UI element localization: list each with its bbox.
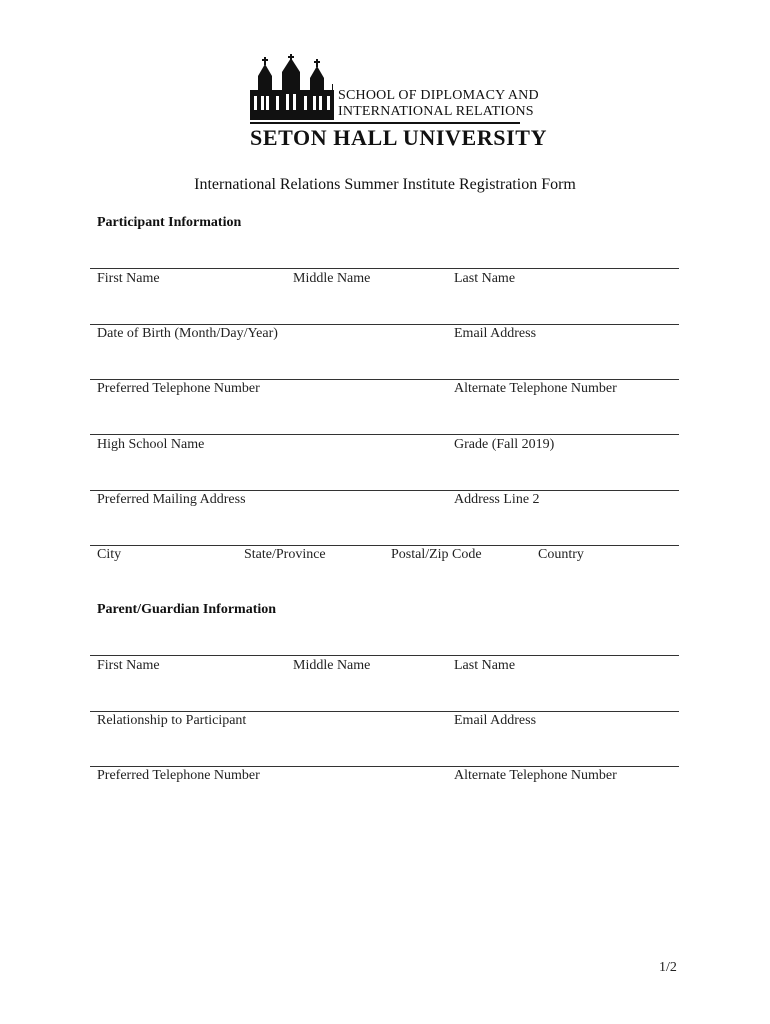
logo-school-line2: INTERNATIONAL RELATIONS (338, 104, 534, 119)
field-line[interactable] (90, 379, 679, 380)
participant-school-label: High School Name (97, 437, 205, 452)
logo-university: SETON HALL UNIVERSITY (250, 125, 548, 150)
field-line[interactable] (90, 545, 679, 546)
form-title: International Relations Summer Institute Registration Form (194, 176, 576, 193)
participant-phone-label: Preferred Telephone Number (97, 381, 260, 396)
participant-state-label: State/Province (244, 547, 326, 562)
participant-middle-name-label: Middle Name (293, 271, 371, 286)
page-number: 1/2 (659, 960, 677, 975)
logo-divider (332, 84, 333, 118)
participant-country-label: Country (538, 547, 584, 562)
participant-first-name-label: First Name (97, 271, 160, 286)
participant-address-label: Preferred Mailing Address (97, 492, 246, 507)
field-line[interactable] (90, 490, 679, 491)
participant-alt-phone-label: Alternate Telephone Number (454, 381, 617, 396)
seton-hall-logo (250, 54, 548, 150)
guardian-phone-label: Preferred Telephone Number (97, 768, 260, 783)
participant-address2-label: Address Line 2 (454, 492, 540, 507)
field-line[interactable] (90, 434, 679, 435)
guardian-relationship-label: Relationship to Participant (97, 713, 247, 728)
participant-heading: Participant Information (97, 215, 242, 230)
guardian-heading: Parent/Guardian Information (97, 602, 277, 617)
participant-zip-label: Postal/Zip Code (391, 547, 482, 562)
guardian-email-label: Email Address (454, 713, 537, 728)
participant-grade-label: Grade (Fall 2019) (454, 437, 555, 452)
field-line[interactable] (90, 324, 679, 325)
chapel-icon (250, 54, 334, 120)
field-line[interactable] (90, 766, 679, 767)
participant-dob-label: Date of Birth (Month/Day/Year) (97, 326, 278, 341)
participant-last-name-label: Last Name (454, 271, 516, 286)
field-line[interactable] (90, 655, 679, 656)
participant-city-label: City (97, 547, 122, 562)
logo-school-line1: SCHOOL OF DIPLOMACY AND (338, 88, 539, 103)
participant-email-label: Email Address (454, 326, 537, 341)
guardian-first-name-label: First Name (97, 658, 160, 673)
guardian-middle-name-label: Middle Name (293, 658, 371, 673)
guardian-last-name-label: Last Name (454, 658, 516, 673)
field-line[interactable] (90, 268, 679, 269)
field-line[interactable] (90, 711, 679, 712)
guardian-alt-phone-label: Alternate Telephone Number (454, 768, 617, 783)
logo-rule (250, 122, 520, 124)
